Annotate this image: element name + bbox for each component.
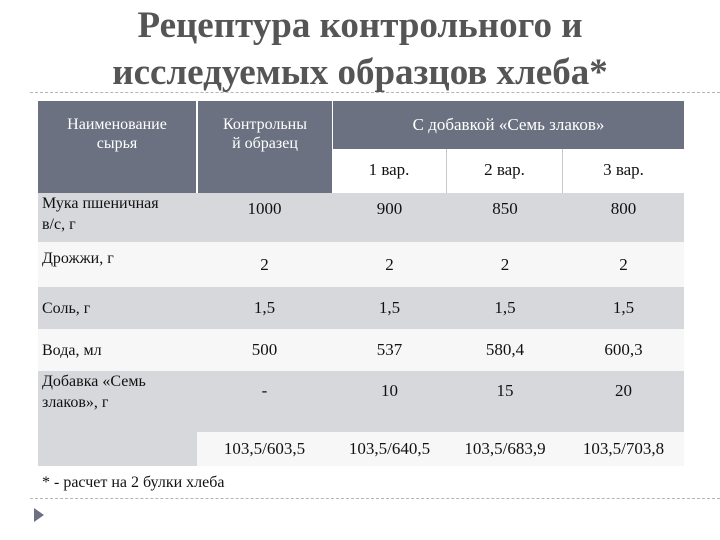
table-row — [38, 432, 684, 466]
cell-variant-3: 600,3 — [604, 340, 643, 359]
row-name: Соль, г — [42, 299, 91, 317]
row-name-empty — [38, 432, 197, 466]
header-variant-2: 2 вар. — [447, 149, 563, 193]
cell-variant-2: 103,5/683,9 — [464, 439, 546, 458]
cell-variant-3: 1,5 — [612, 298, 635, 317]
cell-control: 2 — [260, 254, 269, 274]
cell-variant-2: 2 — [500, 254, 510, 274]
cell-variant-3: 103,5/703,8 — [582, 439, 665, 458]
cell-variant-1: 10 — [381, 381, 398, 400]
row-name: Дрожжи, г — [42, 250, 114, 267]
cell-control: 500 — [251, 340, 278, 359]
cell-variant-1: 2 — [385, 254, 394, 274]
cell-variant-3: 20 — [615, 381, 632, 400]
table-row — [38, 371, 684, 432]
header-control: Контрольны й образец — [197, 101, 332, 193]
header-variant-1: 1 вар. — [332, 149, 447, 193]
row-name: Вода, мл — [42, 341, 102, 359]
cell-variant-1: 1,5 — [378, 298, 401, 317]
triangle-bullet-icon — [34, 508, 44, 522]
title-divider — [30, 92, 720, 93]
header-name: Наименование сырья — [38, 101, 196, 193]
table-row — [38, 329, 684, 371]
row-name: Добавка «Семь злаков», г — [42, 373, 146, 411]
row-name: Мука пшеничная в/с, г — [42, 195, 159, 233]
cell-variant-3: 2 — [619, 254, 628, 274]
cell-variant-1: 103,5/640,5 — [348, 439, 431, 458]
cell-variant-2: 580,4 — [485, 340, 525, 359]
cell-variant-2: 15 — [496, 381, 514, 400]
table-row — [38, 287, 684, 329]
title-line-1: Рецептура контрольного и — [137, 5, 583, 46]
footnote: * - расчет на 2 булки хлеба — [42, 474, 225, 491]
cell-variant-2: 850 — [492, 199, 518, 218]
cell-variant-1: 537 — [376, 340, 403, 359]
header-variant-3: 3 вар. — [563, 149, 684, 193]
slide-title — [0, 2, 720, 96]
cell-variant-1: 900 — [376, 199, 403, 218]
footer-divider — [30, 498, 720, 499]
cell-control: 1000 — [247, 199, 282, 218]
cell-control: - — [261, 381, 268, 400]
title-line-2: исследуемых образцов хлеба* — [112, 52, 608, 93]
table-row — [38, 242, 684, 287]
header-additive: С добавкой «Семь злаков» — [332, 101, 684, 149]
cell-variant-3: 800 — [610, 199, 637, 218]
cell-variant-2: 1,5 — [494, 298, 516, 317]
cell-control: 103,5/603,5 — [223, 439, 306, 458]
cell-control: 1,5 — [253, 298, 276, 317]
table-row — [38, 193, 684, 242]
